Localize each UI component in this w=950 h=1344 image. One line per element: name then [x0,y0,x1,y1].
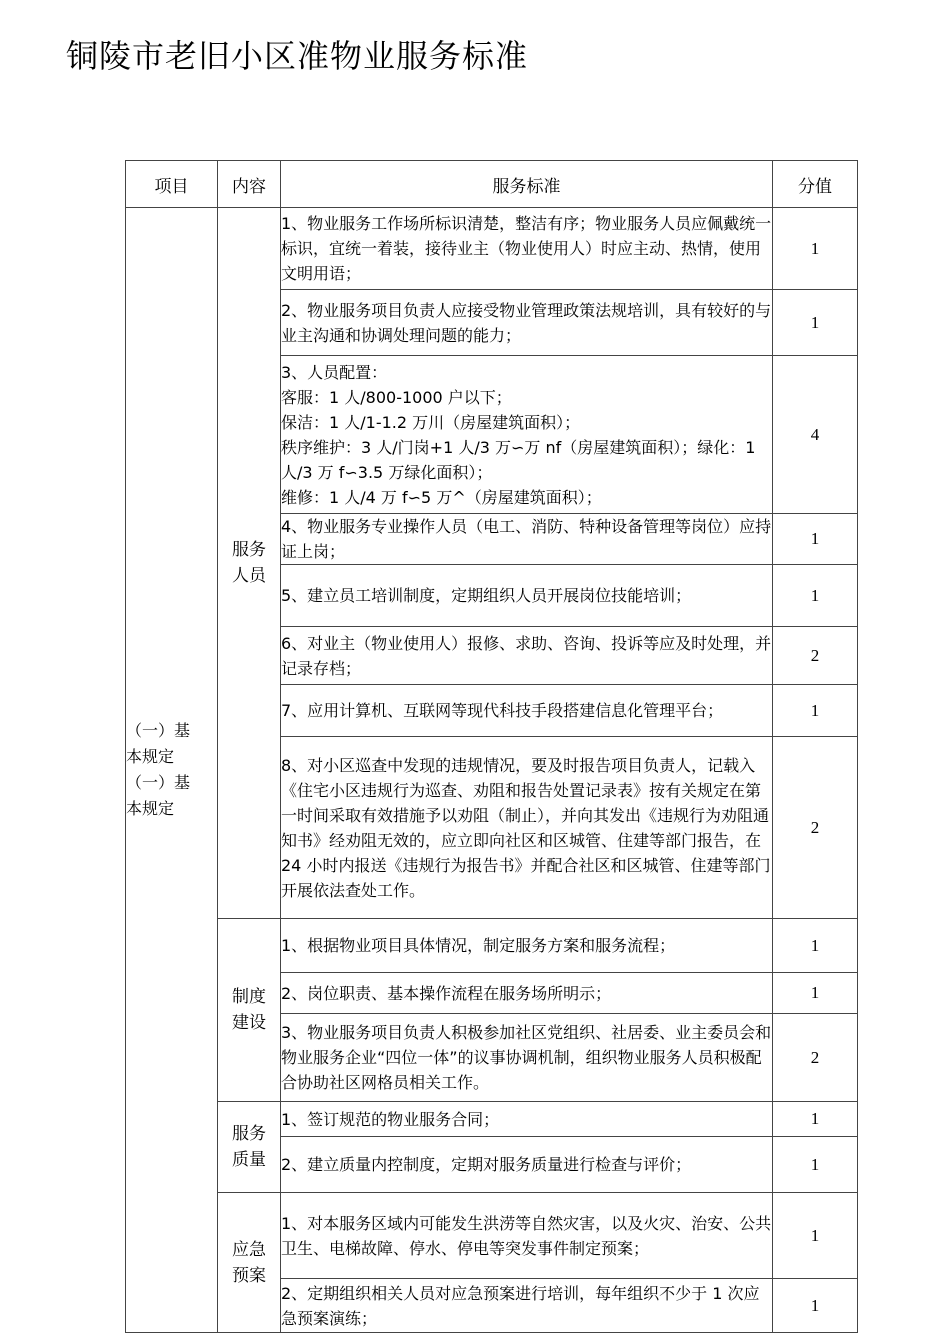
score-value: 1 [773,208,858,290]
standard-text-line: 8、对小区巡查中发现的违规情况，要及时报告项目负责人，记载入《住宅小区违规行为巡查、劝阻和报告处置记录表》按有关规定在第一时间采取有效措施予以劝阻（制止），并向其发出《违规行为劝阻通知书》经劝阻无效的，应立即向社区和区城管、住建等部门报告，在 24 小时内报送《违规行为报告书》并配合社区和区城管、住建等部门开展依法查处工作。 [281,755,771,900]
standard-text-line: 1、对本服务区域内可能发生洪涝等自然灾害，以及火灾、治安、公共卫生、电梯故障、停水、停电等突发事件制定预案； [281,1213,772,1258]
score-value: 4 [773,356,858,514]
content-category-line: 质量 [232,1150,266,1170]
standard-text-line: 6、对业主（物业使用人）报修、求助、咨询、投诉等应及时处理，并记录存档； [281,633,772,678]
standard-text [281,1137,773,1193]
standard-text-line: 2、物业服务项目负责人应接受物业管理政策法规培训，具有较好的与业主沟通和协调处理问题的能力； [281,300,772,345]
table-body [126,208,858,1333]
standard-text [281,1014,773,1102]
table-header-row [126,161,858,208]
content-category-line: 制度 [232,987,266,1007]
score-value: 2 [773,1014,858,1102]
header-content: 内容 [218,161,281,208]
standard-text-line: 5、建立员工培训制度，定期组织人员开展岗位技能培训； [281,586,692,605]
content-category [218,208,281,919]
document-title: 铜陵市老旧小区准物业服务标准 [66,37,529,75]
score-value: 1 [773,973,858,1014]
standard-text-line: 3、人员配置： [281,362,388,382]
score-value: 2 [773,627,858,685]
score-value: 1 [773,919,858,973]
score-value: 1 [773,565,858,627]
content-category-line: 服务 [232,1124,266,1144]
content-category [218,1102,281,1193]
standard-text [281,514,773,565]
content-category [218,919,281,1102]
standard-text-line: 1、物业服务工作场所标识清楚，整洁有序；物业服务人员应佩戴统一标识，宜统一着装，接待业主（物业使用人）时应主动、热情，使用文明用语； [281,214,772,283]
content-category-line: 预案 [232,1265,266,1286]
standard-text [281,290,773,356]
content-category-line: 服务 [232,540,266,560]
standard-text-line: 1、根据物业项目具体情况，制定服务方案和服务流程； [281,936,676,955]
score-value: 2 [773,737,858,919]
standard-text-line: 保洁：1 人/1-1.2 万川（房屋建筑面积）； [281,412,581,432]
header-item: 项目 [126,161,218,208]
score-value: 1 [773,514,858,565]
standard-text [281,627,773,685]
standard-text-line: 2、岗位职责、基本操作流程在服务场所明示； [281,983,612,1003]
standard-text [281,356,773,514]
score-value: 1 [773,1102,858,1137]
standard-text [281,1279,773,1333]
header-standard: 服务标准 [281,161,773,208]
standard-text-line: 客服：1 人/800-1000 户以下； [281,387,512,407]
score-value: 1 [773,1137,858,1193]
score-value: 1 [773,685,858,737]
score-value: 1 [773,1193,858,1279]
standard-text-line: 1、签订规范的物业服务合同； [281,1109,500,1129]
content-category-line: 人员 [232,566,266,586]
standard-text [281,565,773,627]
table-row [126,919,858,973]
table-row [126,1193,858,1279]
standard-text-line: 2、定期组织相关人员对应急预案进行培训，每年组织不少于 1 次应急预案演练； [281,1283,760,1328]
standard-text-line: 2、建立质量内控制度，定期对服务质量进行检查与评价； [281,1155,692,1174]
standard-text [281,685,773,737]
standard-text [281,973,773,1014]
standard-text-line: 3、物业服务项目负责人积极参加社区党组织、社居委、业主委员会和物业服务企业“四位一体”的议事协调机制，组织物业服务人员积极配合协助社区网格员相关工作。 [281,1023,772,1092]
section-label [126,208,218,1333]
table-row [126,1102,858,1137]
standard-text [281,1193,773,1279]
score-value: 1 [773,290,858,356]
standard-text [281,919,773,973]
standard-text [281,208,773,290]
section-label-line: （一）基 [126,773,191,792]
standard-text-line: 维修：1 人/4 万 f∽5 万^（房屋建筑面积）； [281,487,602,507]
score-value: 1 [773,1279,858,1333]
section-label-line: （一）基 [126,721,191,740]
content-category [218,1193,281,1333]
standard-text-line: 秩序维护：3 人/门岗+1 人/3 万∽万 nf（房屋建筑面积）；绿化：1 人/3 万 f∽3.5 万绿化面积）； [281,437,756,482]
content-category-line: 建设 [232,1013,266,1033]
table-row [126,208,858,290]
content-category-line: 应急 [232,1239,266,1260]
standard-text [281,737,773,919]
section-label-line: 本规定 [126,799,175,818]
section-label-line: 本规定 [126,747,175,766]
service-standard-table [125,160,858,1333]
standard-text-line: 7、应用计算机、互联网等现代科技手段搭建信息化管理平台； [281,701,724,720]
standard-text-line: 4、物业服务专业操作人员（电工、消防、特种设备管理等岗位）应持证上岗； [281,517,772,561]
header-score: 分值 [773,161,858,208]
standard-text [281,1102,773,1137]
